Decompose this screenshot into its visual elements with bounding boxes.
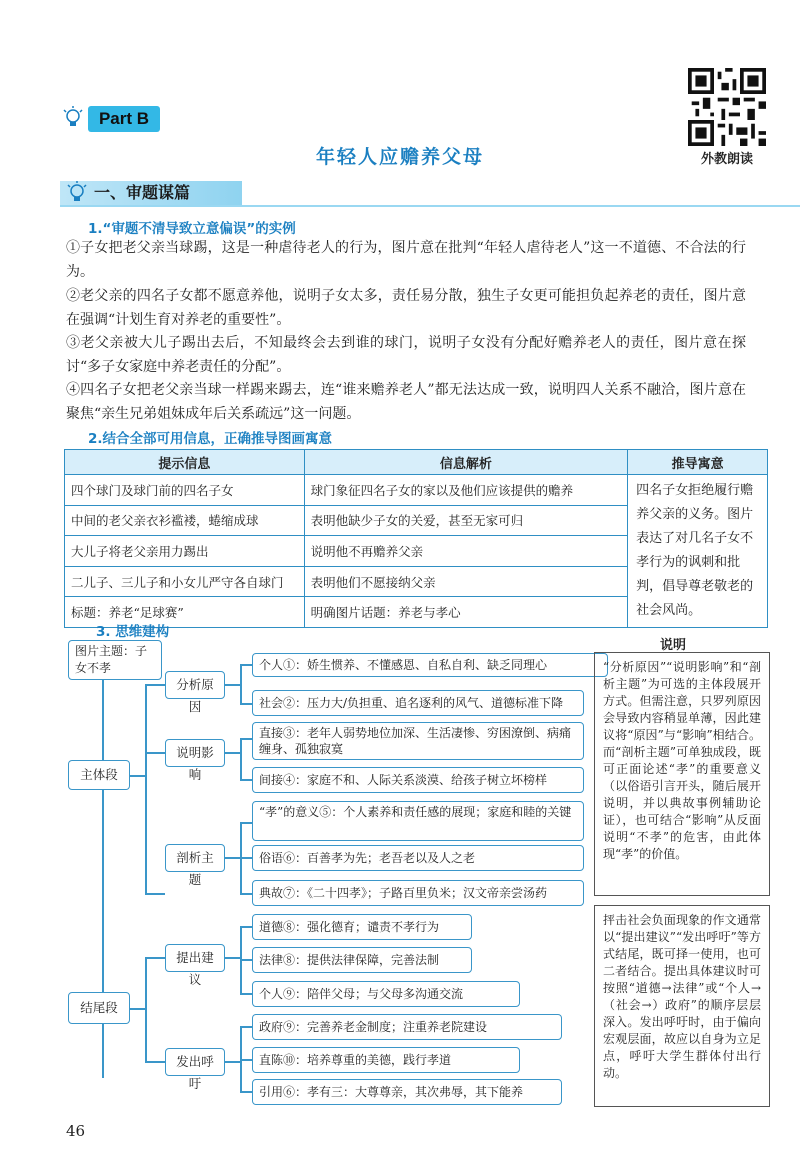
note-1: “分析原因”“说明影响”和“剖析主题”为可选的主体段展开方式。但需注意，只罗列原因会导致内容稍显单薄，因此建议将“原因”与“影响”相结合。而“剖析主题”可单独成段，既可正面论述“孝”的重要意义（以俗语引言开头，随后展开说明，并以典故事例辅助论证），也可结合“影响”从反面说明“不孝”的危害，由此体现“孝”的价值。: [594, 652, 770, 896]
lightbulb-icon: [66, 181, 88, 205]
mindmap-leaf: 直接③：老年人弱势地位加深、生活凄惨、穷困潦倒、病痛缠身、孤独寂寞: [252, 722, 584, 760]
mindmap-connector: [240, 893, 252, 895]
mindmap-ending: 结尾段: [68, 992, 130, 1024]
mindmap-connector: [240, 738, 242, 780]
table-cell: 表明他缺少子女的关爱，甚至无家可归: [304, 505, 628, 536]
mindmap-connector: [240, 1059, 252, 1061]
paragraph-3: ③老父亲被大儿子踢出去后，不知最终会去到谁的球门，说明子女没有分配好赡养老人的责任，图片意在探讨“多子女家庭中养老责任的分配”。: [66, 335, 746, 375]
mindmap-leaf: 法律⑧：提供法律保障，完善法制: [252, 947, 472, 973]
table-header: 推导寓意: [628, 450, 768, 475]
mindmap-main-body: 主体段: [68, 760, 130, 790]
mindmap-connector: [240, 664, 242, 704]
note-2: 抨击社会负面现象的作文通常以“提出建议”“发出呼吁”等方式结尾，既可择一使用，也可二者结合。提出具体建议时可按照“道德→法律”或“个人→（社会→）政府”的顺序层层深入。发出呼吁时，由于偏向宏观层面，故应以自身为立足点，呼吁大学生群体付出行动。: [594, 905, 770, 1107]
paragraph-2: ②老父亲的四名子女都不愿意养他，说明子女太多，责任易分散，独生子女更可能担负起养老的责任，图片意在强调“计划生育对养老的重要性”。: [66, 288, 746, 328]
mindmap-leaf: 间接④：家庭不和、人际关系淡漠、给孩子树立坏榜样: [252, 767, 584, 793]
sub-heading-3: 3. 思维建构: [96, 624, 170, 640]
table-merged-cell: 四名子女拒绝履行赡养父亲的义务。图片表达了对几名子女不孝行为的讽刺和批判，倡导尊老敬老的社会风尚。: [628, 475, 768, 628]
mindmap-suggest: 提出建议: [165, 944, 225, 972]
table-cell: 二儿子、三儿子和小女儿严守各自球门: [65, 566, 305, 597]
mindmap-connector: [145, 752, 165, 754]
mindmap-connector: [225, 957, 240, 959]
mindmap-connector: [145, 893, 165, 895]
mindmap-connector: [145, 957, 165, 959]
page-title: 年轻人应赡养父母: [315, 146, 484, 168]
mindmap-connector: [240, 926, 252, 928]
qr-caption: 外教朗读: [700, 152, 753, 167]
mindmap-connector: [145, 684, 147, 894]
mindmap-leaf: 直陈⑩：培养尊重的美德，践行孝道: [252, 1047, 520, 1073]
mindmap-leaf: 道德⑧：强化德育；谴责不孝行为: [252, 914, 472, 940]
table-cell: 明确图片话题：养老与孝心: [304, 597, 628, 628]
mindmap-connector: [130, 775, 145, 777]
table-header-row: [65, 450, 768, 475]
table-row: [65, 475, 768, 506]
mindmap-connector: [145, 957, 147, 1062]
mindmap-connector: [240, 1091, 252, 1093]
qr-code-icon[interactable]: [688, 68, 766, 146]
mindmap-connector: [240, 822, 252, 824]
table-cell: 表明他们不愿接纳父亲: [304, 566, 628, 597]
sub-heading-1: 1.“审题不清导致立意偏误”的实例: [88, 221, 296, 237]
mindmap-connector: [225, 684, 240, 686]
paragraph-1: ①子女把老父亲当球踢，这是一种虐待老人的行为，图片意在批判“年轻人虐待老人”这一不道德、不合法的行为。: [66, 240, 746, 280]
mindmap-connector: [240, 779, 252, 781]
section-divider: [60, 205, 800, 207]
mindmap-connector: [225, 857, 240, 859]
table-cell: 大儿子将老父亲用力踢出: [65, 536, 305, 567]
mindmap-connector: [225, 752, 240, 754]
section-title: 一、审题谋篇: [94, 183, 191, 202]
lightbulb-icon: [62, 106, 84, 130]
table-cell: 标题：养老“足球赛”: [65, 597, 305, 628]
info-table: [64, 449, 768, 628]
mindmap-analysis: 分析原因: [165, 671, 225, 699]
mindmap-root: 图片主题：子女不孝: [68, 640, 162, 680]
mindmap-connector: [240, 993, 252, 995]
table-header: 提示信息: [65, 450, 305, 475]
mindmap-impact: 说明影响: [165, 739, 225, 767]
mindmap-leaf: 俗语⑥：百善孝为先；老吾老以及人之老: [252, 845, 584, 871]
notes-heading: 说明: [660, 638, 687, 653]
mindmap-leaf: 社会②：压力大/负担重、追名逐利的风气、道德标准下降: [252, 690, 584, 716]
mindmap-leaf: “孝”的意义⑤：个人素养和责任感的展现；家庭和睦的关键: [252, 801, 584, 841]
table-cell: 四个球门及球门前的四名子女: [65, 475, 305, 506]
mindmap-leaf: 个人①：娇生惯养、不懂感恩、自私自利、缺乏同理心: [252, 653, 608, 677]
paragraph-4: ④四名子女把老父亲当球一样踢来踢去，连“谁来赡养老人”都无法达成一致，说明四人关系不融洽，图片意在聚焦“亲生兄弟姐妹成年后关系疏远”这一问题。: [66, 382, 746, 422]
mindmap-connector: [145, 1061, 165, 1063]
mindmap-leaf: 引用⑥：孝有三：大尊尊亲，其次弗辱，其下能养: [252, 1079, 562, 1105]
mindmap-connector: [145, 684, 165, 686]
mindmap-connector: [240, 1026, 252, 1028]
mindmap-theme: 剖析主题: [165, 844, 225, 872]
part-label: Part B: [88, 106, 160, 132]
sub-heading-2: 2.结合全部可用信息，正确推导图画寓意: [88, 431, 333, 447]
table-cell: 中间的老父亲衣衫褴褛，蜷缩成球: [65, 505, 305, 536]
mindmap-connector: [225, 1061, 240, 1063]
table-cell: 球门象征四名子女的家以及他们应该提供的赡养: [304, 475, 628, 506]
mindmap-leaf: 典故⑦：《二十四孝》；子路百里负米；汉文帝亲尝汤药: [252, 880, 584, 906]
mindmap-connector: [240, 738, 252, 740]
table-header: 信息解析: [304, 450, 628, 475]
mindmap-appeal: 发出呼吁: [165, 1048, 225, 1076]
mindmap-connector: [240, 959, 252, 961]
mindmap-connector: [240, 703, 252, 705]
mindmap-connector: [130, 1008, 145, 1010]
mindmap-connector: [240, 664, 252, 666]
page-number: 46: [66, 1122, 86, 1140]
mindmap-connector: [240, 857, 252, 859]
table-cell: 说明他不再赡养父亲: [304, 536, 628, 567]
mindmap-leaf: 个人⑨：陪伴父母；与父母多沟通交流: [252, 981, 520, 1007]
mindmap-leaf: 政府⑨：完善养老金制度；注重养老院建设: [252, 1014, 562, 1040]
